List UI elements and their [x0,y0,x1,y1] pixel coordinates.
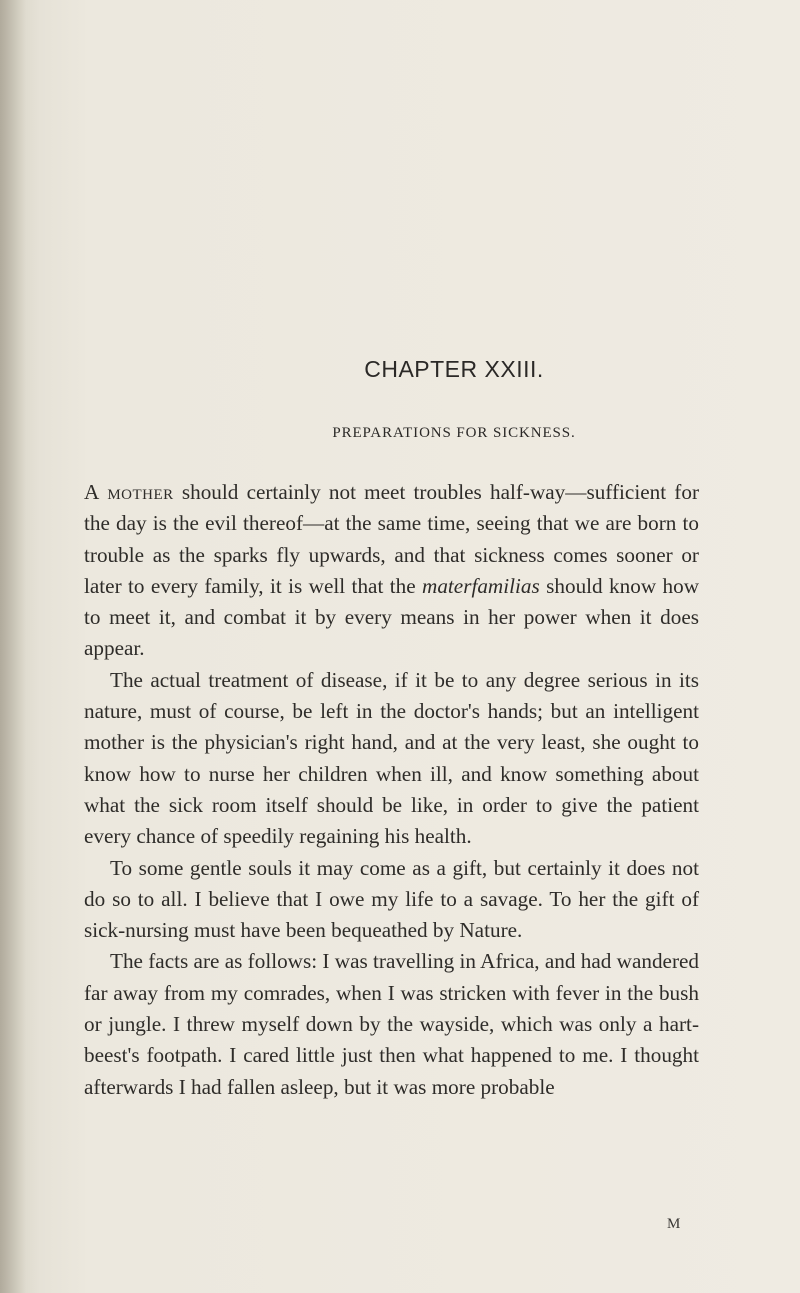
signature-mark: M [667,1216,681,1232]
paragraph-4: The facts are as follows: I was travelling in Africa, and had wandered far away from my comrades, when I was stricken with fever in the bush or jungle. I threw myself down by the wayside, which was only a hart-beest's footpath. I cared little just then what happened to me. I thought afterwards I had fallen asleep, but it was more probable [84,949,699,1099]
binding-gutter-shadow [0,0,26,1293]
paragraph-1-text-a: should certainly not meet troubles half-way—sufficient for the day is the evil thereof—at the same time, seeing that we are born to trouble as the sparks fly upwards, and that sickness comes sooner or later to every family, it is well that the [84,480,699,598]
paragraph-3: To some gentle souls it may come as a gift, but certainly it does not do so to all. I believe that I owe my life to a savage. To her the gift of sick-nursing must have been bequeathed by Nature. [84,855,699,943]
body-text [84,477,699,1103]
paragraph-1 [84,477,699,665]
chapter-title: CHAPTER XXIII. [364,356,544,382]
paragraph-2: The actual treatment of disease, if it be to any degree serious in its nature, must of course, be left in the doctor's hands; but an intelligent mother is the physician's right hand, and at the very least, she ought to know how to nurse her children when ill, and know something about what the sick room itself should be like, in order to give the patient every chance of speedily regaining his health. [84,667,699,849]
italic-term: materfamilias [422,573,540,598]
paragraph-lead-smallcaps: A mother [84,480,174,504]
paragraph-1-text-b: should know how to meet it, and combat it by every means in her power when it does appear. [84,573,700,661]
section-title: PREPARATIONS FOR SICKNESS. [332,425,576,441]
